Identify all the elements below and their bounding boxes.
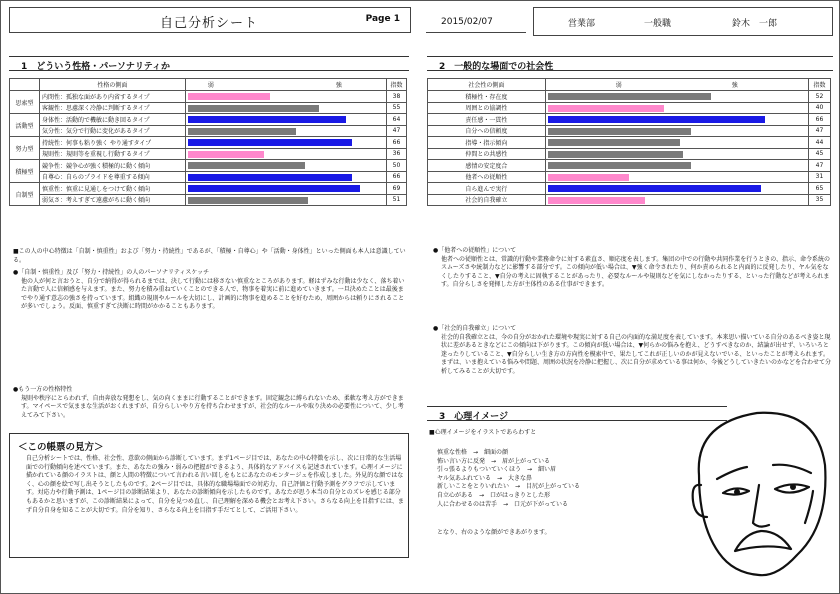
right-pupil <box>790 484 796 490</box>
date-underline <box>426 32 526 33</box>
table-row <box>10 171 407 183</box>
section3-heading: 3 心理イメージ <box>439 412 508 422</box>
aspect-label: 内閉性：孤独な面があり内省するタイプ <box>39 91 185 103</box>
social-aspect-header: 社会性の側面 <box>428 79 546 91</box>
table-row <box>10 91 407 103</box>
index-value: 38 <box>387 91 407 103</box>
page-number: Page 1 <box>365 14 400 24</box>
title-box <box>9 7 411 33</box>
bar-cell <box>545 125 808 137</box>
social-aspect-label: 積極性・存在度 <box>428 91 546 103</box>
table-row <box>10 125 407 137</box>
index-value: 40 <box>809 102 831 114</box>
feature-body: 規則や秩序にとらわれず、自由奔放な発想をし、気の向くままに行動することができます。固定観念に縛られないため、柔軟な考え方ができます。マイペースで気ままな生活がおくれますが、自分らしいやり方を持ち合わせますが、社会的なルールや取り決めの必要性について、少し考えてみて下さい。 <box>21 394 404 419</box>
bar-cell <box>185 137 386 149</box>
bar-cell <box>185 125 386 137</box>
table-row <box>10 194 407 206</box>
category-header <box>10 79 40 91</box>
feature-block <box>13 386 407 420</box>
section2-heading: 2 一般的な場面での社会性 <box>439 62 554 72</box>
category-cell: 活動型 <box>10 114 40 137</box>
sketch-body: 他の人が何と言おうと、自分で納得が得られるまでは、決して行動には移さない慎重なところがあります。軽はずみな行動は少なく、落ち着いた言動で人に信頼感を与えます。また、努力を積み重ねていくことのできる人で、物事を着実に前に進めていきます。一旦決めたことは最後までやり通す意志の強さを持っています。組織の規則やルールを大切にし、計画的に物事を進めることを好むため、周囲からは頼りにされることが多いでしょう。反面、慎重すぎて決断に時間がかかることもあります。 <box>21 277 405 311</box>
table-row <box>428 148 831 160</box>
table-row <box>428 183 831 195</box>
score-bar <box>548 185 761 192</box>
index-value: 47 <box>809 160 831 172</box>
employee-name: 鈴木 一郎 <box>732 19 778 29</box>
table-row <box>428 194 831 206</box>
section1-heading: 1 どういう性格・パーソナリティか <box>21 62 171 72</box>
social-aspect-label: 責任感・一貫性 <box>428 114 546 126</box>
index-value: 69 <box>387 183 407 195</box>
category-cell: 自制型 <box>10 183 40 206</box>
aspect-label: 身体性：活動的で機敏に動き回るタイプ <box>39 114 185 126</box>
personality-table <box>9 78 407 206</box>
social-aspect-label: 感情の安定度合 <box>428 160 546 172</box>
index-value: 66 <box>809 114 831 126</box>
bar-cell <box>185 114 386 126</box>
bar-cell <box>185 102 386 114</box>
list-item: 人に合わせるのは苦手 → 口元が下がっている <box>437 500 569 508</box>
section2-heading-bar <box>427 56 833 71</box>
bar-cell <box>545 91 808 103</box>
list-item: 自立心がある → 口がはっきりとした形 <box>437 491 551 499</box>
table-row <box>10 137 407 149</box>
social-aspect-label: 自ら進んで実行 <box>428 183 546 195</box>
bar-cell <box>545 102 808 114</box>
category-cell: 努力型 <box>10 137 40 160</box>
score-bar <box>188 139 352 146</box>
score-bar <box>548 105 664 112</box>
bar-cell <box>545 183 808 195</box>
feature-title: ●もう一方の性格特性 <box>13 386 73 393</box>
index-value: 64 <box>387 114 407 126</box>
social-weak-label: 弱 <box>615 82 622 89</box>
score-bar <box>188 162 305 169</box>
index-value: 47 <box>809 125 831 137</box>
table-row <box>428 102 831 114</box>
aspect-label: 競争性：競争心が強く積極的に動く傾向 <box>39 160 185 172</box>
how-to-read-body: 自己分析シートでは、性格、社会性、意欲の側面から診断しています。まず1ページ目では、あなたの中心特徴を示し、次に日常的な生活場面での行動傾向を述べています。また、あなたの強み・弱みの把握ができるよう、具体的なアドバイスも記述されています。心理イメージに描かれている顔のイラストは、顔と人間の特徴について言われる言い回しをもとにあなたのモンタージュを作成しました。外見的な顔ではなく、心の顔を絵で写し出そうとしたものです。2ページ目では、具体的な職場場面での対応力、自己評価と行動予測をグラフで示しています。対応力や行動予測は、1ページ目の診断結果より、あなたの診断傾向を示したものです。あなたが思う本当の自分とのズレを感じる部分もあるかと思いますが、この診断結果によって、自分を見つめ直し、自己理解を深める機会とお考え下さい。さらなる向上を目指すには、まず自分自身を知ることが大切です。自分を知り、さらなる向上を目指す手だてとして、ご活用下さい。 <box>26 455 404 514</box>
ego-block <box>433 325 831 377</box>
index-value: 52 <box>809 91 831 103</box>
index-value: 50 <box>387 160 407 172</box>
section1-summary: ■この人の中心特徴は「自制・慎重性」および「努力・持続性」であるが、「積極・自尊心」や「活動・身体性」といった側面も本人は意識している。 <box>13 248 406 264</box>
aspect-header: 性格の側面 <box>39 79 185 91</box>
score-bar <box>188 185 360 192</box>
aspect-label: 弱気さ：考えすぎて遠慮がちに動く傾向 <box>39 194 185 206</box>
ego-title: ●「社会的自我確立」について <box>433 325 517 332</box>
table-row <box>10 114 407 126</box>
index-value: 65 <box>809 183 831 195</box>
score-bar <box>548 162 691 169</box>
score-bar <box>188 174 352 181</box>
left-pupil <box>734 489 740 495</box>
social-aspect-label: 社会的自我確立 <box>428 194 546 206</box>
image-closing: となり、右のような顔ができあがります。 <box>437 529 551 536</box>
table-row <box>428 125 831 137</box>
list-item: 引っ張るよりもついていくほう → 細い眉 <box>437 466 557 474</box>
score-bar <box>548 174 629 181</box>
score-bar <box>548 151 684 158</box>
table-row <box>10 148 407 160</box>
list-item: 怖い言い方に反発 → 眉が上がっている <box>437 457 551 465</box>
score-bar <box>548 128 691 135</box>
score-bar <box>188 105 320 112</box>
conformity-title: ●「他者への従順性」について <box>433 247 517 254</box>
bar-cell <box>545 194 808 206</box>
bar-cell <box>185 148 386 160</box>
bar-cell <box>185 194 386 206</box>
bar-cell <box>545 137 808 149</box>
bar-cell <box>545 171 808 183</box>
category-cell: 積極型 <box>10 160 40 183</box>
section3-heading-bar <box>427 406 727 421</box>
aspect-label: 気分性：気分で行動に変化があるタイプ <box>39 125 185 137</box>
index-value: 31 <box>809 171 831 183</box>
social-aspect-label: 指導・指示傾向 <box>428 137 546 149</box>
right-cheek-line <box>805 491 813 523</box>
index-value: 66 <box>387 137 407 149</box>
how-to-read-heading: ＜この帳票の見方＞ <box>18 442 104 453</box>
index-value: 45 <box>809 148 831 160</box>
score-bar <box>548 93 711 100</box>
social-aspect-label: 自分への信頼度 <box>428 125 546 137</box>
aspect-label: 自尊心：自らのプライドを尊重する傾向 <box>39 171 185 183</box>
table-row <box>10 160 407 172</box>
table-row <box>428 160 831 172</box>
score-bar <box>188 116 346 123</box>
social-table <box>427 78 831 206</box>
mouth <box>735 531 791 551</box>
how-to-read-box <box>9 433 409 558</box>
score-bar <box>548 116 765 123</box>
sketch-block <box>13 269 407 312</box>
face-illustration <box>687 405 837 587</box>
ego-body: 社会的自我確立とは、今の自分がおかれた環境や現実に対する自己の内面的な満足度を表しています。本来思い描いている自分のあるべき姿と現状に差があるときなどにこの傾向は下がります。この傾向が低い場合は、▼何らかの悩みを抱え、どうすべきなのか、結論が出せず、いろいろと迷ったりしていること、▼自分らしい生き方の方向性を模索中で、果たしてこれが正しいのかが見えないでいる、といったことが考えられます。まずは、いま抱えている悩みや問題、周囲の状況を冷静に把握し、次に自分が求めている事は何か、今後どうしていきたいのかなどを合わせて分析してみることが大切です。 <box>441 333 832 375</box>
nose <box>753 485 769 527</box>
bar-cell <box>185 171 386 183</box>
strong-label: 強 <box>335 82 342 89</box>
bar-cell <box>185 160 386 172</box>
score-bar <box>188 128 296 135</box>
aspect-label: 持続性：何事も粘り強く やり通すタイプ <box>39 137 185 149</box>
scale-header <box>185 79 386 91</box>
index-header: 指数 <box>387 79 407 91</box>
table-row <box>428 91 831 103</box>
index-value: 35 <box>809 194 831 206</box>
face-outline <box>699 413 826 575</box>
index-value: 51 <box>387 194 407 206</box>
report-date: 2015/02/07 <box>441 17 493 27</box>
category-cell: 思索型 <box>10 91 40 114</box>
list-item: 新しいことをとりいれたい → 目尻が上がっている <box>437 483 581 491</box>
social-scale-header <box>545 79 808 91</box>
weak-label: 弱 <box>207 82 214 89</box>
employee-info-box <box>533 7 833 36</box>
section1-heading-bar <box>9 56 409 71</box>
table-row <box>428 114 831 126</box>
social-strong-label: 強 <box>731 82 738 89</box>
image-trait-list <box>437 449 687 509</box>
conformity-body: 他者への従順性とは、常識的行動や業務命令に対する素直さ、順応度を表します。集団の中での行動や共同作業を行うときの、指示、命令系統のスムーズさや統制力などに影響する部分です。この傾向が低い場合は、▼強く命令されたり、何か責められると内面的に反発したり、ヤル気をなくしたりすること、▼自分の考えに固執することがあったり、必要なルールや規則などを気にしなかったりする、といった行動などが考えられます。自分らしさを発揮した方が主体性のある仕事ができます。 <box>441 255 831 289</box>
index-value: 55 <box>387 102 407 114</box>
score-bar <box>548 197 645 204</box>
social-aspect-label: 他者への従順性 <box>428 171 546 183</box>
bar-cell <box>545 148 808 160</box>
index-value: 44 <box>809 137 831 149</box>
right-eyebrow <box>773 465 811 473</box>
aspect-label: 客観性：思慮深く冷静に判断するタイプ <box>39 102 185 114</box>
bar-cell <box>185 183 386 195</box>
social-index-header: 指数 <box>809 79 831 91</box>
image-intro: ■心理イメージをイラストであらわすと <box>429 429 537 436</box>
sheet-title: 自己分析シート <box>160 16 259 31</box>
aspect-label: 規則性：規則等を重視し行動するタイプ <box>39 148 185 160</box>
score-bar <box>188 151 264 158</box>
sketch-title: ●「自制・慎重性」及び「努力・持続性」の人のパーソナリティスケッチ <box>13 269 210 276</box>
conformity-block <box>433 247 831 290</box>
bar-cell <box>185 91 386 103</box>
table-row <box>10 102 407 114</box>
score-bar <box>188 93 270 100</box>
index-value: 36 <box>387 148 407 160</box>
social-aspect-label: 仲間との共感性 <box>428 148 546 160</box>
score-bar <box>188 197 308 204</box>
table-row <box>428 171 831 183</box>
index-value: 66 <box>387 171 407 183</box>
table-row <box>10 183 407 195</box>
social-aspect-label: 周囲との協調性 <box>428 102 546 114</box>
table-row <box>428 137 831 149</box>
bar-cell <box>545 160 808 172</box>
list-item: 慎重な性格 → 細面の顔 <box>437 449 509 456</box>
department: 営業部 <box>568 19 596 29</box>
list-item: ヤル気あふれている → 大きな鼻 <box>437 474 532 482</box>
score-bar <box>548 139 680 146</box>
aspect-label: 慎重性：慎重に見通しをつけて動く傾向 <box>39 183 185 195</box>
left-eyebrow <box>717 467 747 479</box>
index-value: 47 <box>387 125 407 137</box>
job-type: 一般職 <box>644 19 672 29</box>
bar-cell <box>545 114 808 126</box>
